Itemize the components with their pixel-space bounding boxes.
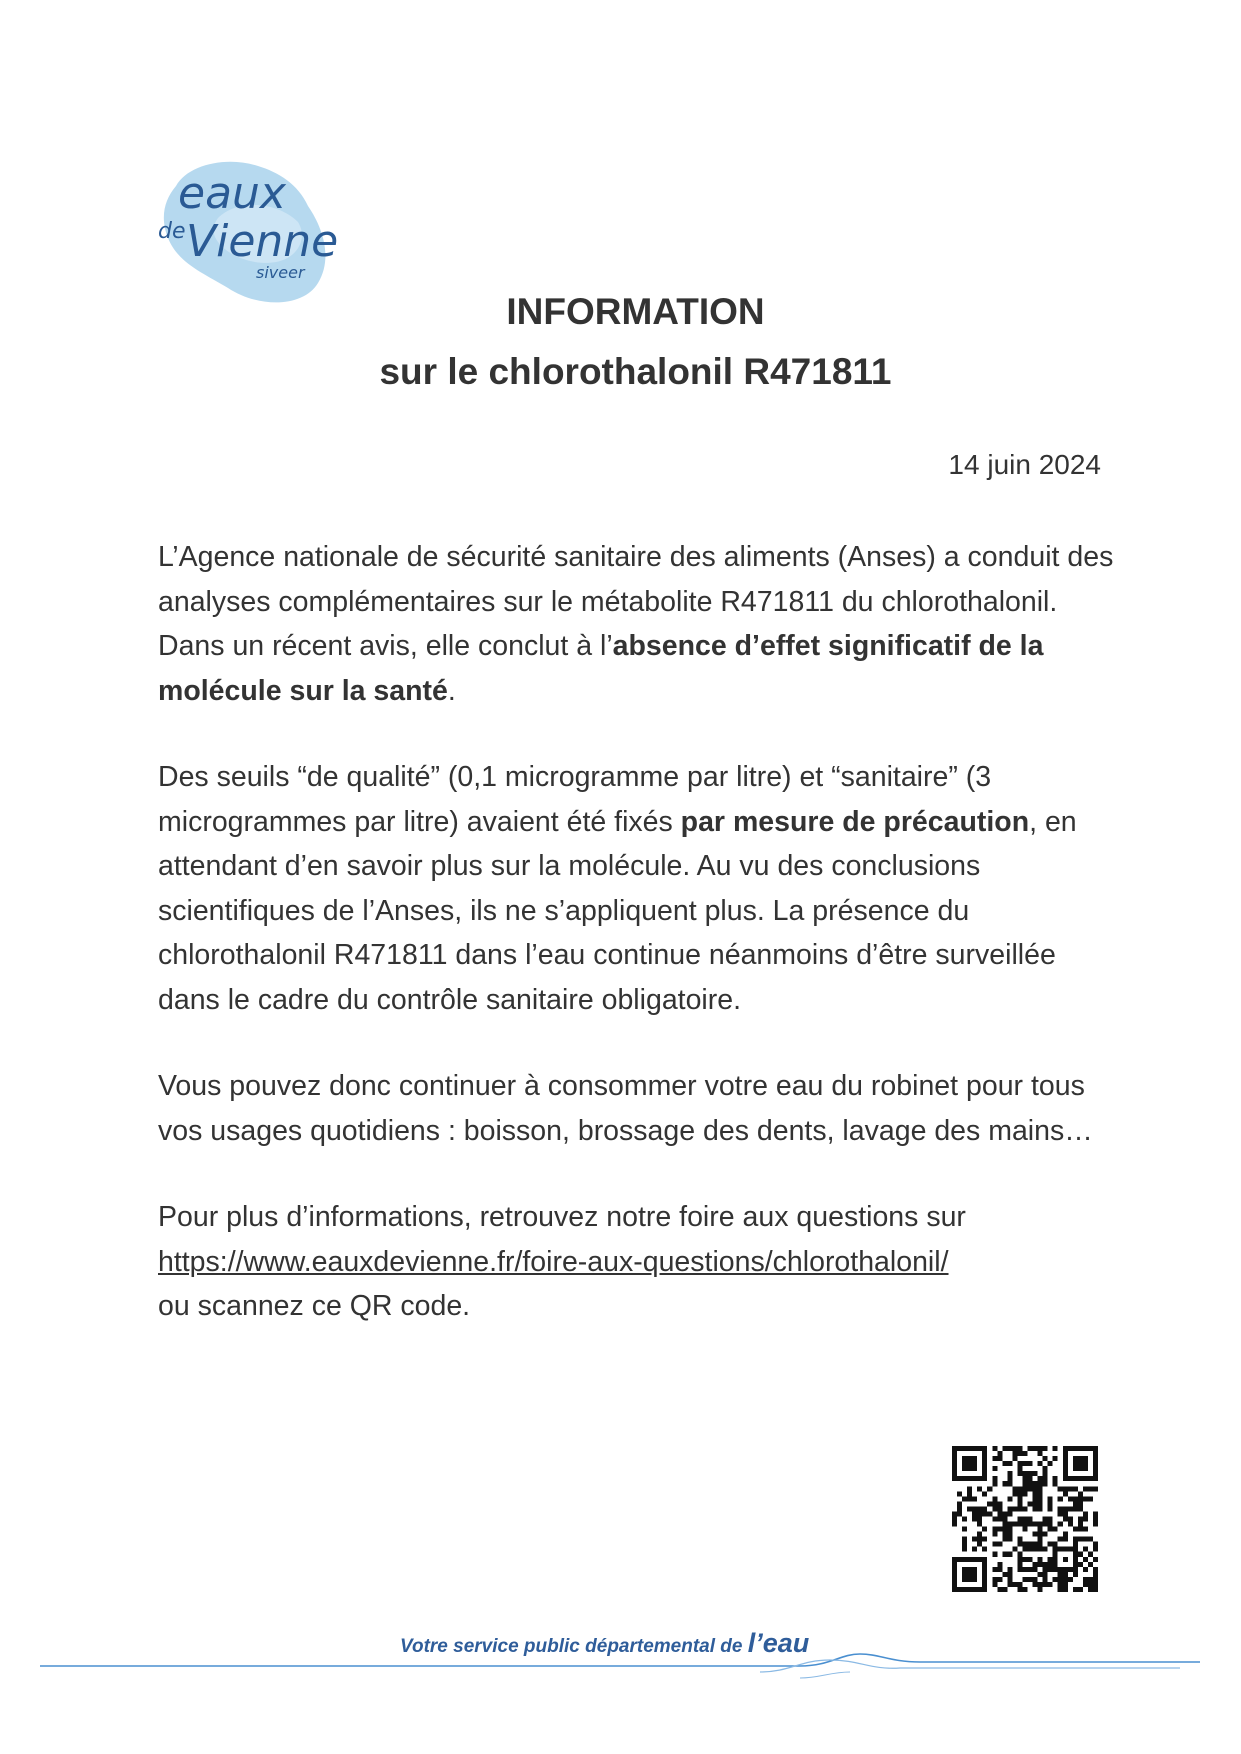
qr-code-graphic [952,1446,1098,1592]
paragraph-4-end: ou scannez ce QR code. [158,1290,471,1322]
faq-link[interactable]: https://www.eauxdevienne.fr/foire-aux-questions/chlorothalonil/ [158,1245,949,1278]
footer-tagline-eau: l’eau [747,1628,810,1658]
document-date: 14 juin 2024 [948,449,1101,480]
document-body [158,535,1118,1371]
paragraph-2-text: Des seuils “de qualité” (0,1 microgramme par litre) et “sanitaire” (3 microgrammes par litre) avaient été fixés [158,761,992,838]
document-title [0,290,1241,394]
logo-word-eaux: eaux [178,168,286,219]
logo-word-de: de [158,219,186,244]
title-heading: INFORMATION [506,291,765,332]
paragraph-2-end: , en attendant d’en savoir plus sur la molécule. Au vu des conclusions scientifiques de l’Anses, ils ne s’appliquent plus. La présence du chlorothalonil R471811 dans l’eau continue néanmoins d’être surveillée dans le cadre du contrôle sanitaire obligatoire. [158,805,1077,1016]
paragraph-1-text: L’Agence nationale de sécurité sanitaire des aliments (Anses) a conduit des analyses complémentaires sur le métabolite R471811 du chlorothalonil. Dans un récent avis, elle conclut à l’ [158,541,1114,662]
footer-tagline [400,1628,809,1659]
paragraph-1-end: . [447,674,456,707]
logo-word-siveer: siveer [256,263,305,282]
paragraph-seuils [158,755,1118,1022]
paragraph-2-bold: par mesure de précaution [680,805,1030,838]
paragraph-informations [158,1195,1118,1329]
title-subheading: sur le chlorothalonil R471811 [379,351,892,392]
paragraph-1-bold: absence d’effet significatif de la molécule sur la santé [158,630,1044,707]
paragraph-4-text: Pour plus d’informations, retrouvez notre foire aux questions sur [158,1201,966,1233]
footer [0,1618,1241,1688]
paragraph-3-text: Vous pouvez donc continuer à consommer votre eau du robinet pour tous vos usages quotidiens : boisson, brossage des dents, lavage des mains… [158,1070,1093,1147]
footer-tagline-text: Votre service public départemental de [400,1636,748,1657]
qr-code-icon[interactable] [952,1446,1098,1592]
paragraph-anses [158,535,1118,713]
logo-word-vienne: Vienne [186,216,339,267]
paragraph-consommer [158,1064,1118,1153]
